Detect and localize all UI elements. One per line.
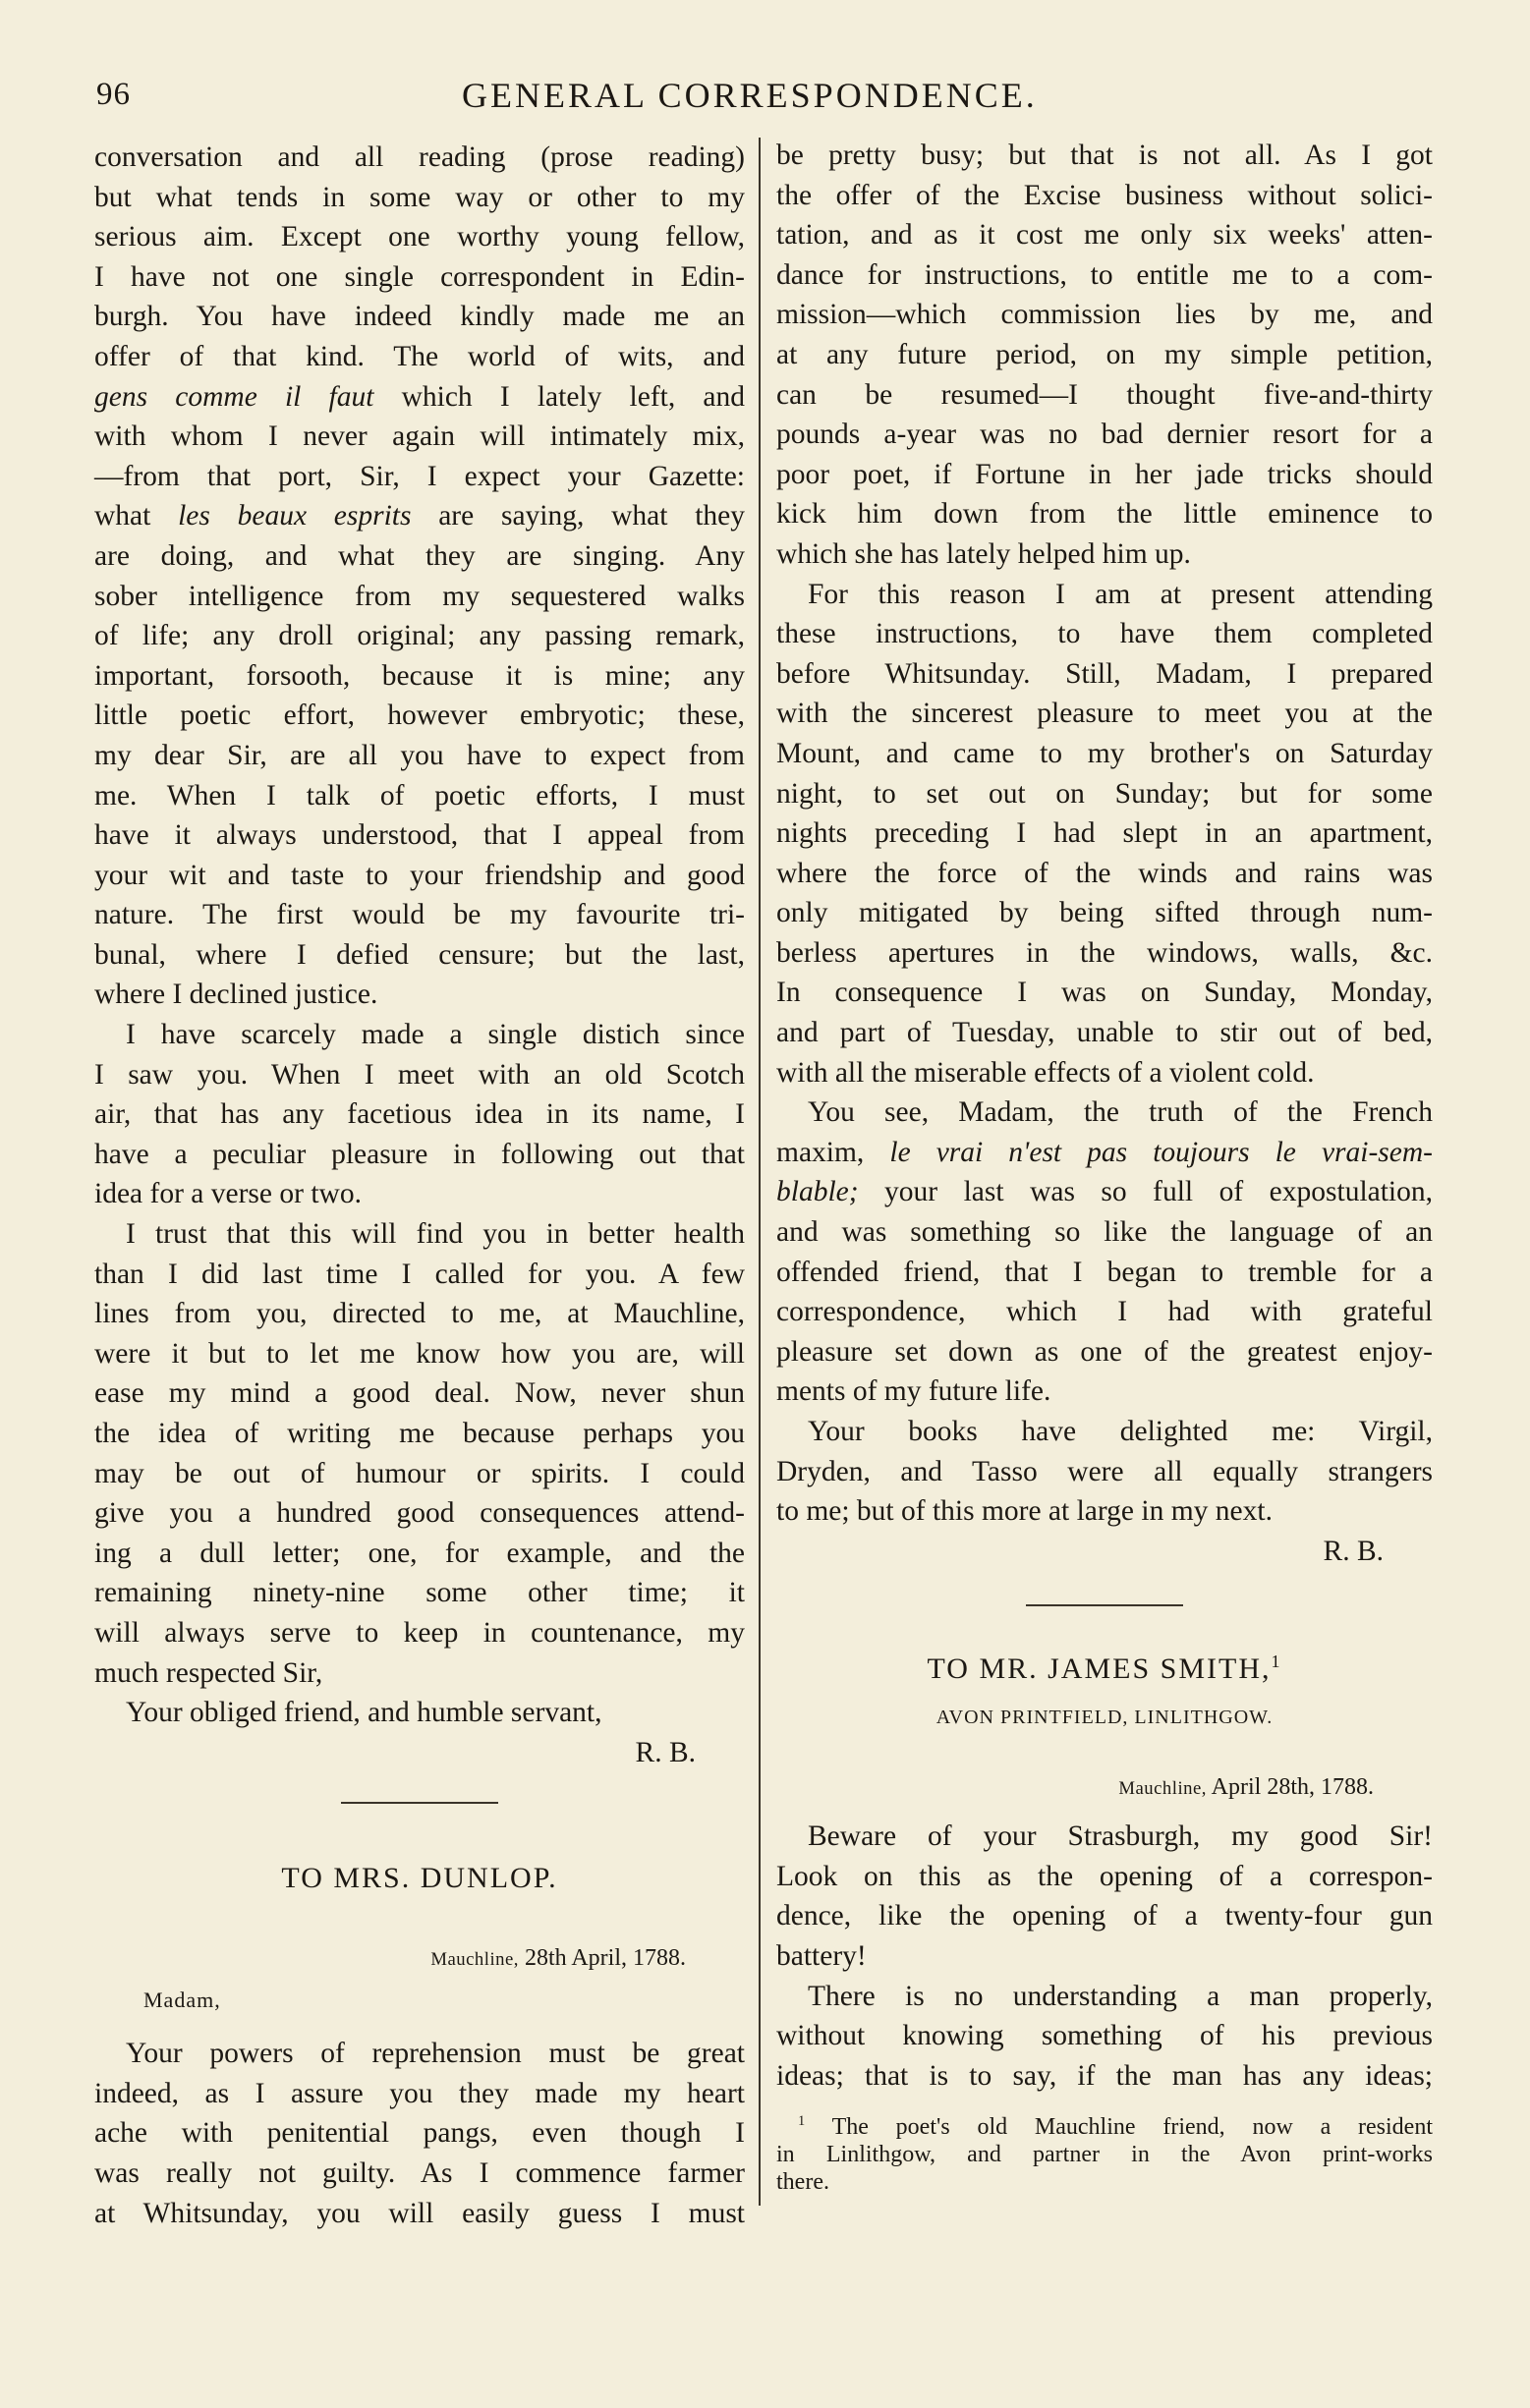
foreign-phrase: les beaux esprits — [178, 500, 412, 532]
text-line: much respected Sir, — [94, 1656, 323, 1689]
text-line: may be out of humour or spirits. I could — [94, 1457, 745, 1489]
dateline — [94, 1938, 745, 1981]
text-line: at any future period, on my simple petition, — [776, 338, 1433, 370]
text-line: have a peculiar pleasure in following out that — [94, 1138, 745, 1170]
text-line: with all the miserable effects of a violent cold. — [776, 1056, 1315, 1089]
text-line: poor poet, if Fortune in her jade tricks should — [776, 458, 1433, 490]
text-line: where the force of the winds and rains was — [776, 857, 1433, 889]
text-line: and part of Tuesday, unable to stir out of bed, — [776, 1017, 1433, 1049]
text-line: There is no understanding a man properly, — [808, 1980, 1433, 2012]
letter-continuation — [94, 138, 745, 1015]
text-line: serious aim. Except one worthy young fellow, — [94, 221, 745, 253]
text-line: berless apertures in the windows, walls, &c. — [776, 936, 1433, 969]
text-line: ideas; that is to say, if the man has any ideas; — [776, 2059, 1433, 2092]
text-line: dence, like the opening of a twenty-four gun — [776, 1900, 1433, 1932]
footnote-line — [776, 2113, 1433, 2141]
text-line: battery! — [776, 1939, 867, 1972]
text-line: ing a dull letter; one, for example, and the — [94, 1537, 745, 1569]
text-line: little poetic effort, however embryotic; these, — [94, 700, 745, 732]
text-line: bunal, where I defied censure; but the last, — [94, 938, 745, 971]
footnote-number: 1 — [798, 2113, 806, 2130]
dateline — [776, 1767, 1433, 1810]
footnote-line: in Linlithgow, and partner in the Avon print-works — [776, 2142, 1433, 2168]
salutation: Madam, — [143, 1987, 221, 2012]
text-line: dance for instructions, to entitle me to a com- — [776, 258, 1433, 291]
text-line: correspondence, which I had with grateful — [776, 1296, 1433, 1328]
text-line: indeed, as I assure you they made my heart — [94, 2077, 745, 2109]
text-line: pounds a-year was no bad dernier resort for a — [776, 419, 1433, 451]
text-line: conversation and all reading (prose reading) — [94, 141, 745, 173]
footnote-text: The poet's old Mauchline friend, now a resident — [805, 2114, 1433, 2141]
text-line: me. When I talk of poetic efforts, I must — [94, 779, 745, 812]
text-line: Dryden, and Tasso were all equally strangers — [776, 1455, 1433, 1487]
text-line: will always serve to keep in countenance, my — [94, 1616, 745, 1649]
text-line — [776, 1133, 1433, 1173]
text-line: kick him down from the little eminence to — [776, 498, 1433, 531]
text-line: of life; any droll original; any passing remark, — [94, 620, 745, 652]
text-line: burgh. You have indeed kindly made me an — [94, 301, 745, 333]
column-divider — [759, 138, 761, 2206]
text-line: with whom I never again will intimately mix, — [94, 420, 745, 453]
text-line: lines from you, directed to me, at Mauchline, — [94, 1298, 745, 1330]
text-line: tation, and as it cost me only six weeks' atten- — [776, 219, 1433, 252]
text-line: nights preceding I had slept in an apartment, — [776, 817, 1433, 850]
text-line: For this reason I am at present attending — [808, 578, 1433, 610]
text-line: important, forsooth, because it is mine; any — [94, 659, 745, 692]
text-line: night, to set out on Sunday; but for some — [776, 777, 1433, 810]
text-line: remaining ninety-nine some other time; it — [94, 1577, 745, 1609]
paragraph — [94, 1214, 745, 1772]
text-run: maxim, — [776, 1136, 890, 1168]
text-line: to me; but of this more at large in my next. — [776, 1495, 1273, 1528]
text-line: at Whitsunday, you will easily guess I must — [94, 2197, 745, 2229]
french-maxim-end: blable; — [776, 1176, 859, 1208]
text-line: Mount, and came to my brother's on Saturday — [776, 737, 1433, 769]
text-line: which she has lately helped him up. — [776, 537, 1191, 570]
text-line: were it but to let me know how you are, will — [94, 1337, 745, 1370]
date-place: Mauchline, — [430, 1948, 519, 1970]
text-line: air, that has any facetious idea in its name, I — [94, 1098, 745, 1131]
text-line: my dear Sir, are all you have to expect from — [94, 739, 745, 771]
footnote — [776, 2113, 1433, 2196]
footnote-marker: 1 — [1271, 1652, 1282, 1672]
text-line: idea for a verse or two. — [94, 1178, 362, 1210]
text-line: Your powers of reprehension must be great — [126, 2038, 745, 2070]
footnote-line: there. — [776, 2169, 829, 2196]
text-line: gens comme il faut which I lately left, and — [94, 380, 745, 413]
text-line: ease my mind a good deal. Now, never shun — [94, 1377, 745, 1410]
paragraph — [776, 136, 1433, 575]
paragraph — [776, 1817, 1433, 1976]
text-line: your wit and taste to your friendship and good — [94, 859, 745, 891]
text-run: your last was so full of expostulation, — [858, 1176, 1433, 1208]
text-line: In consequence I was on Sunday, Monday, — [776, 977, 1433, 1009]
text-line: these instructions, to have them completed — [776, 618, 1433, 650]
paragraph — [94, 2034, 745, 2233]
text-line: You see, Madam, the truth of the French — [808, 1096, 1433, 1129]
text-line: sober intelligence from my sequestered walks — [94, 580, 745, 612]
right-column — [776, 136, 1433, 2196]
text-line: be pretty busy; but that is not all. As I got — [776, 140, 1433, 171]
text-line: what les beaux esprits are saying, what they — [94, 500, 745, 532]
running-title: GENERAL CORRESPONDENCE. — [462, 76, 1038, 115]
left-column — [94, 138, 745, 2233]
text-line: are doing, and what they are singing. Any — [94, 539, 745, 572]
paragraph — [776, 1412, 1433, 1571]
letter-heading — [776, 1650, 1433, 1690]
text-line: —from that port, Sir, I expect your Gazette: — [94, 460, 745, 492]
paragraph — [94, 1015, 745, 1214]
text-line: before Whitsunday. Still, Madam, I prepared — [776, 657, 1433, 690]
signature: R. B. — [1323, 1535, 1384, 1567]
date: April 28th, 1788. — [1211, 1773, 1374, 1800]
foreign-phrase: gens comme il faut — [94, 380, 374, 413]
text-line: I have scarcely made a single distich since — [126, 1019, 745, 1051]
text-line: ments of my future life. — [776, 1375, 1051, 1408]
text-line: but what tends in some way or other to my — [94, 181, 745, 213]
text-line: was really not guilty. As I commence farmer — [94, 2156, 745, 2189]
french-maxim: le vrai n'est pas toujours le vrai-sem- — [889, 1136, 1434, 1168]
paragraph — [776, 575, 1433, 1093]
text-line: with the sincerest pleasure to meet you at the — [776, 698, 1433, 730]
text-line: than I did last time I called for you. A few — [94, 1258, 745, 1290]
page-number: 96 — [96, 77, 131, 112]
text-line: can be resumed—I thought five-and-thirty — [776, 378, 1433, 411]
paragraph — [776, 1977, 1433, 2097]
text-line: have it always understood, that I appeal from — [94, 819, 745, 852]
text-line: Look on this as the opening of a correspon- — [776, 1860, 1433, 1892]
text-line: Beware of your Strasburgh, my good Sir! — [808, 1820, 1433, 1853]
date-place: Mauchline, — [1118, 1777, 1207, 1799]
text-line: ache with penitential pangs, even though I — [94, 2117, 745, 2150]
text-line: Your books have delighted me: Virgil, — [808, 1416, 1433, 1447]
heading-text: TO MR. JAMES SMITH, — [927, 1652, 1272, 1686]
text-line: nature. The first would be my favourite tri- — [94, 899, 745, 931]
text-line: the idea of writing me because perhaps you — [94, 1418, 745, 1449]
text-line: mission—which commission lies by me, and — [776, 299, 1433, 331]
text-line: the offer of the Excise business without solici- — [776, 179, 1433, 211]
paragraph — [776, 1092, 1433, 1412]
closing: Your obliged friend, and humble servant, — [126, 1697, 602, 1729]
letter-heading: TO MRS. DUNLOP. — [281, 1862, 558, 1895]
text-line: without knowing something of his previous — [776, 2020, 1433, 2052]
text-line: and was something so like the language of an — [776, 1216, 1433, 1249]
text-line: only mitigated by being sifted through num- — [776, 897, 1433, 929]
text-line: pleasure set down as one of the greatest enjoy- — [776, 1335, 1433, 1368]
signature: R. B. — [635, 1736, 696, 1768]
letter-subheading: AVON PRINTFIELD, LINLITHGOW. — [935, 1706, 1274, 1728]
text-line: where I declined justice. — [94, 979, 378, 1011]
text-line: I have not one single correspondent in Edin- — [94, 260, 745, 293]
date: 28th April, 1788. — [524, 1944, 686, 1971]
text-line — [776, 1172, 1433, 1212]
text-line: offended friend, that I began to tremble for a — [776, 1256, 1433, 1288]
text-line: give you a hundred good consequences attend- — [94, 1497, 745, 1530]
text-line: offer of that kind. The world of wits, and — [94, 340, 745, 372]
text-line: I trust that this will find you in better health — [126, 1218, 745, 1251]
text-line: I saw you. When I meet with an old Scotch — [94, 1058, 745, 1091]
